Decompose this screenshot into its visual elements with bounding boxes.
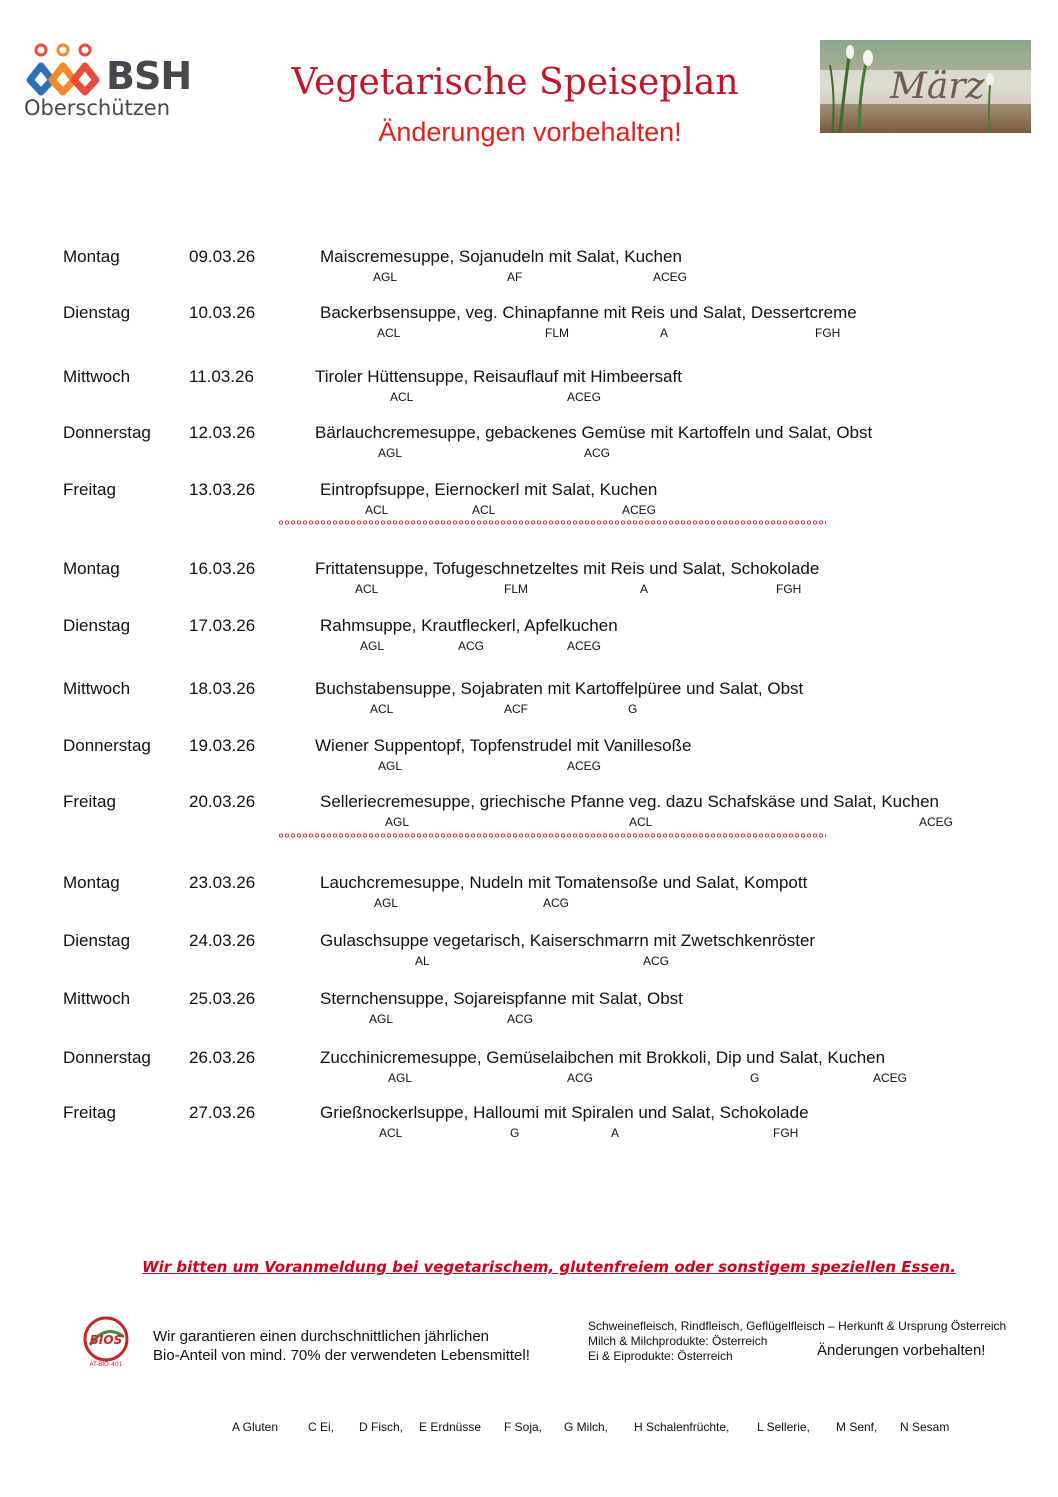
menu-date: 25.03.26 [189, 989, 256, 1008]
bio-line-1: Wir garantieren einen durchschnittlichen jährlichen [153, 1328, 490, 1345]
allergen-code: FGH [773, 1126, 799, 1140]
bio-badge-text: BIOS [89, 1333, 123, 1347]
allergen-code: AGL [374, 896, 399, 910]
menu-meal: Wiener Suppentopf, Topfenstrudel mit Vanillesoße [315, 736, 692, 755]
allergen-code: ACF [504, 702, 528, 716]
allergen-code: AF [507, 270, 523, 284]
menu-meal: Maiscremesuppe, Sojanudeln mit Salat, Kuchen [320, 247, 682, 266]
menu-meal: Gulaschsuppe vegetarisch, Kaiserschmarrn mit Zwetschkenröster [320, 931, 816, 950]
allergen-code: ACL [390, 390, 414, 404]
menu-date: 09.03.26 [189, 247, 256, 266]
allergen-code: ACG [567, 1071, 594, 1085]
allergen-code: ACG [543, 896, 570, 910]
allergen-code: A [611, 1126, 620, 1140]
week-separator [278, 833, 826, 838]
allergen-code: FGH [776, 582, 802, 596]
menu-meal: Tiroler Hüttensuppe, Reisauflauf mit Himbeersaft [315, 367, 682, 386]
legend-item: F Soja, [504, 1420, 543, 1434]
allergen-code: FGH [815, 326, 841, 340]
menu-day: Mittwoch [63, 679, 131, 698]
allergen-code: AGL [378, 446, 403, 460]
allergen-code: ACEG [873, 1071, 908, 1085]
menu-date: 23.03.26 [189, 873, 256, 892]
menu-date: 17.03.26 [189, 616, 256, 635]
allergen-code: ACL [377, 326, 401, 340]
logo-name: BSH [106, 54, 192, 98]
legend-item: D Fisch, [359, 1420, 404, 1434]
menu-date: 27.03.26 [189, 1103, 256, 1122]
legend-item: C Ei, [308, 1420, 335, 1434]
week-separator [278, 520, 826, 525]
allergen-code: ACL [365, 503, 389, 517]
menu-meal: Sternchensuppe, Sojareispfanne mit Salat, Obst [320, 989, 683, 1008]
menu-meal: Frittatensuppe, Tofugeschnetzeltes mit Reis und Salat, Schokolade [315, 559, 820, 578]
allergen-code: ACG [458, 639, 485, 653]
allergen-code: ACEG [622, 503, 657, 517]
menu-day: Freitag [63, 792, 116, 811]
allergen-code: A [640, 582, 649, 596]
allergen-code: AGL [369, 1012, 394, 1026]
allergen-code: FLM [545, 326, 569, 340]
bio-code: AT-BIO-401 [89, 1361, 123, 1367]
menu-date: 13.03.26 [189, 480, 256, 499]
page-subtitle: Änderungen vorbehalten! [378, 117, 682, 147]
menu-date: 19.03.26 [189, 736, 256, 755]
origin-line-3: Ei & Eiprodukte: Österreich [588, 1349, 733, 1363]
allergen-code: ACG [584, 446, 611, 460]
allergen-code: G [628, 702, 638, 716]
menu-date: 26.03.26 [189, 1048, 256, 1067]
menu-day: Mittwoch [63, 367, 131, 386]
menu-day: Mittwoch [63, 989, 131, 1008]
menu-day: Donnerstag [63, 423, 151, 442]
menu-day: Montag [63, 247, 120, 266]
menu-meal: Selleriecremesuppe, griechische Pfanne veg. dazu Schafskäse und Salat, Kuchen [320, 792, 939, 811]
bio-seal-icon [80, 1315, 132, 1367]
menu-day: Freitag [63, 1103, 116, 1122]
menu-day: Dienstag [63, 931, 131, 950]
origin-line-1: Schweinefleisch, Rindfleisch, Geflügelfleisch – Herkunft & Ursprung Österreich [588, 1319, 1007, 1333]
menu-date: 24.03.26 [189, 931, 256, 950]
people-logo-icon [24, 42, 104, 102]
allergen-code: ACEG [567, 639, 602, 653]
month-word: März [890, 66, 985, 107]
menu-date: 10.03.26 [189, 303, 256, 322]
menu-meal: Zucchinicremesuppe, Gemüselaibchen mit Brokkoli, Dip und Salat, Kuchen [320, 1048, 886, 1067]
menu-date: 12.03.26 [189, 423, 256, 442]
bio-badge [80, 1315, 132, 1367]
allergen-code: ACG [643, 954, 670, 968]
allergen-code: ACG [507, 1012, 534, 1026]
allergen-code: AL [415, 954, 430, 968]
allergen-code: ACL [629, 815, 653, 829]
bio-line-2: Bio-Anteil von mind. 70% der verwendeten Lebensmittel! [153, 1347, 530, 1364]
legend-item: M Senf, [836, 1420, 878, 1434]
menu-date: 18.03.26 [189, 679, 256, 698]
disclaimer: Änderungen vorbehalten! [817, 1342, 986, 1359]
allergen-code: A [660, 326, 669, 340]
allergen-code: AGL [360, 639, 385, 653]
menu-day: Donnerstag [63, 1048, 151, 1067]
allergen-code: AGL [378, 759, 403, 773]
allergen-code: ACEG [653, 270, 688, 284]
menu-meal: Rahmsuppe, Krautfleckerl, Apfelkuchen [320, 616, 618, 635]
legend-item: G Milch, [564, 1420, 609, 1434]
allergen-code: AGL [373, 270, 398, 284]
legend-item: E Erdnüsse [419, 1420, 482, 1434]
menu-day: Donnerstag [63, 736, 151, 755]
menu-day: Montag [63, 873, 120, 892]
menu-meal: Lauchcremesuppe, Nudeln mit Tomatensoße und Salat, Kompott [320, 873, 808, 892]
allergen-code: ACEG [919, 815, 954, 829]
allergen-code: G [750, 1071, 760, 1085]
logo-subtitle: Oberschützen [24, 96, 171, 120]
allergen-code: ACL [355, 582, 379, 596]
allergen-code: ACL [472, 503, 496, 517]
legend-item: H Schalenfrüchte, [634, 1420, 730, 1434]
preorder-notice: Wir bitten um Voranmeldung bei vegetarischem, glutenfreiem oder sonstigem speziellen Essen. [142, 1258, 956, 1276]
allergen-code: ACL [379, 1126, 403, 1140]
menu-day: Dienstag [63, 616, 131, 635]
allergen-code: G [510, 1126, 520, 1140]
origin-line-2: Milch & Milchprodukte: Österreich [588, 1334, 768, 1348]
allergen-code: ACEG [567, 759, 602, 773]
menu-date: 20.03.26 [189, 792, 256, 811]
menu-meal: Grießnockerlsuppe, Halloumi mit Spiralen und Salat, Schokolade [320, 1103, 809, 1122]
allergen-code: ACEG [567, 390, 602, 404]
menu-day: Dienstag [63, 303, 131, 322]
allergen-code: AGL [385, 815, 410, 829]
menu-date: 11.03.26 [189, 367, 254, 386]
menu-day: Freitag [63, 480, 116, 499]
allergen-code: ACL [370, 702, 394, 716]
menu-day: Montag [63, 559, 120, 578]
menu-meal: Eintropfsuppe, Eiernockerl mit Salat, Kuchen [320, 480, 658, 499]
menu-date: 16.03.26 [189, 559, 256, 578]
legend-item: A Gluten [232, 1420, 279, 1434]
menu-meal: Buchstabensuppe, Sojabraten mit Kartoffelpüree und Salat, Obst [315, 679, 804, 698]
bio-statement [153, 1327, 530, 1365]
allergen-code: FLM [504, 582, 528, 596]
menu-meal: Bärlauchcremesuppe, gebackenes Gemüse mit Kartoffeln und Salat, Obst [315, 423, 873, 442]
page-title: Vegetarische Speiseplan [291, 62, 739, 103]
menu-meal: Backerbsensuppe, veg. Chinapfanne mit Reis und Salat, Dessertcreme [320, 303, 857, 322]
allergen-code: AGL [388, 1071, 413, 1085]
legend-item: L Sellerie, [757, 1420, 810, 1434]
bsh-logo [24, 40, 214, 122]
march-image [820, 40, 1031, 133]
legend-item: N Sesam [900, 1420, 950, 1434]
